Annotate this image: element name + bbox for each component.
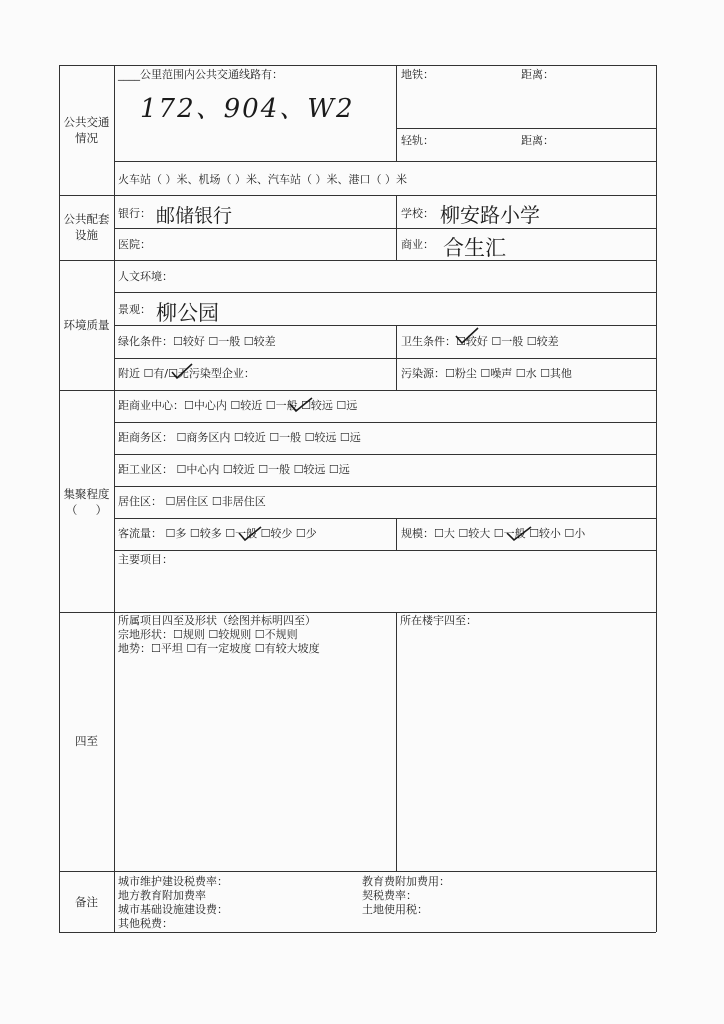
humanities-label: 人文环境：	[118, 270, 173, 283]
residential-options: 居住区： ☐居住区 ☐非居住区	[118, 495, 266, 508]
local-education-surcharge-rate: 地方教育附加费率	[118, 889, 206, 902]
commerce-label: 商业：	[401, 238, 434, 251]
metro-label: 地铁：	[401, 68, 434, 81]
landscape-handwritten: 柳公园	[156, 301, 219, 325]
light-rail-distance-label: 距离：	[521, 134, 554, 147]
landscape-label: 景观：	[118, 303, 151, 316]
category-environment: 环境质量	[63, 318, 110, 332]
checkmark-icon	[505, 524, 533, 542]
pollution-source-options: 污染源：☐粉尘 ☐噪声 ☐水 ☐其他	[401, 367, 572, 380]
table-border-right	[656, 65, 657, 932]
checkmark-icon	[170, 362, 194, 380]
category-boundary: 四至	[75, 734, 98, 748]
category-agglomeration: 集聚程度 （ ）	[63, 487, 110, 517]
inner-divider	[114, 358, 656, 359]
industrial-zone-distance: 距工业区： ☐中心内 ☐较近 ☐一般 ☐较远 ☐远	[118, 463, 350, 476]
inner-divider	[114, 292, 656, 293]
bank-label: 银行：	[118, 207, 151, 220]
stations-distance-line: 火车站（ ）米、机场（ ）米、汽车站（ ）米、港口（ ）米	[118, 173, 407, 186]
checkmark-icon	[237, 524, 263, 542]
nearby-polluter-options: 附近 ☐有/☐无污染型企业：	[118, 367, 255, 380]
project-boundary-heading: 所属项目四至及形状（绘图并标明四至）	[118, 614, 316, 627]
table-border-bottom	[59, 932, 656, 933]
building-boundary-label: 所在楼宇四至：	[400, 614, 477, 627]
inner-divider	[114, 422, 656, 423]
row-divider	[59, 871, 656, 872]
table-border-top	[59, 65, 656, 66]
row-divider	[59, 390, 656, 391]
parcel-shape-options: 宗地形状：☐规则 ☐较规则 ☐不规则	[118, 628, 298, 641]
column-divider	[396, 65, 397, 161]
category-transport: 公共交通 情况	[63, 115, 110, 145]
metro-distance-label: 距离：	[521, 68, 554, 81]
inner-divider	[114, 228, 656, 229]
inner-divider	[114, 161, 656, 162]
bank-handwritten: 邮储银行	[156, 205, 233, 227]
terrain-options: 地势：☐平坦 ☐有一定坡度 ☐有较大坡度	[118, 642, 320, 655]
column-divider	[396, 325, 397, 390]
scale-options: 规模：☐大 ☐较大 ☐一般 ☐较小 ☐小	[401, 527, 586, 540]
inner-divider	[396, 128, 656, 129]
row-divider	[59, 612, 656, 613]
greening-options: 绿化条件：☐较好 ☐一般 ☐较差	[118, 335, 276, 348]
urban-maintenance-tax-rate: 城市维护建设税费率：	[118, 875, 228, 888]
sanitation-options: 卫生条件：☐较好 ☐一般 ☐较差	[401, 335, 559, 348]
bus-routes-handwritten: 172、904、W2	[140, 94, 355, 124]
inner-divider	[114, 518, 656, 519]
other-taxes: 其他税费：	[118, 917, 173, 930]
column-divider	[396, 195, 397, 260]
passenger-flow-options: 客流量： ☐多 ☐较多 ☐一般 ☐较少 ☐少	[118, 527, 317, 540]
school-handwritten: 柳安路小学	[440, 203, 540, 227]
main-items-label: 主要项目：	[118, 553, 173, 566]
bus-routes-label: ____公里范围内公共交通线路有：	[118, 68, 283, 81]
category-facilities: 公共配套 设施	[63, 212, 110, 242]
row-divider	[59, 260, 656, 261]
checkmark-icon	[288, 395, 314, 413]
business-district-distance: 距商务区： ☐商务区内 ☐较近 ☐一般 ☐较远 ☐远	[118, 431, 361, 444]
inner-divider	[114, 454, 656, 455]
category-remarks: 备注	[75, 895, 98, 909]
commerce-handwritten: 合生汇	[443, 236, 506, 260]
deed-tax-rate: 契税费率：	[362, 889, 417, 902]
category-divider	[114, 65, 115, 932]
row-divider	[59, 195, 656, 196]
inner-divider	[114, 550, 656, 551]
hospital-label: 医院：	[118, 238, 151, 251]
checkmark-icon	[454, 326, 480, 346]
school-label: 学校：	[401, 207, 434, 220]
education-surcharge-fee: 教育费附加费用：	[362, 875, 450, 888]
light-rail-label: 轻轨：	[401, 134, 434, 147]
infrastructure-fee: 城市基础设施建设费：	[118, 903, 228, 916]
commercial-center-distance: 距商业中心：☐中心内 ☐较近 ☐一般 ☐较远 ☐远	[118, 399, 358, 412]
land-use-tax: 土地使用税：	[362, 903, 428, 916]
inner-divider	[114, 486, 656, 487]
column-divider	[396, 518, 397, 550]
column-divider	[396, 612, 397, 871]
